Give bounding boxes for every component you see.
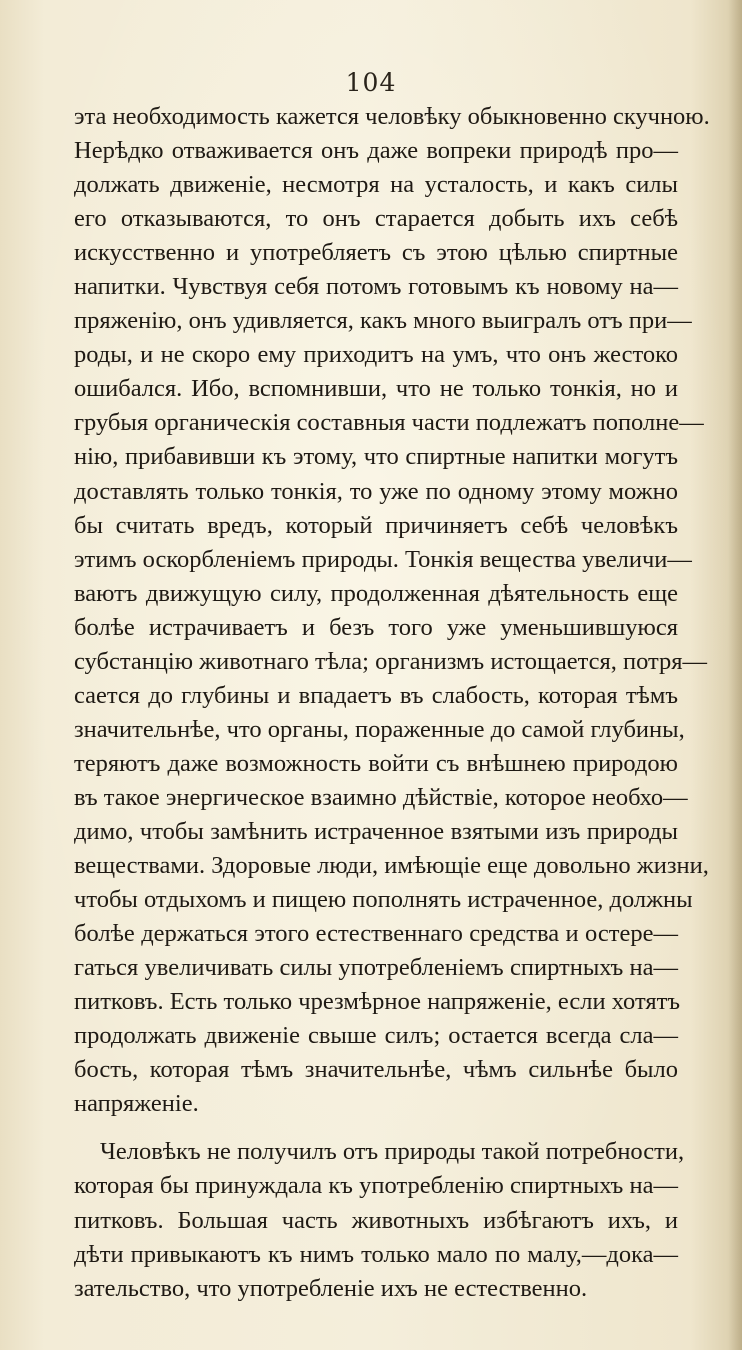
paragraph-gap xyxy=(74,1121,678,1135)
text-line: зательство, что употребленiе ихъ не естественно. xyxy=(74,1274,588,1302)
text-line: грубыя органическiя составныя части подлежатъ пополне— xyxy=(74,409,704,437)
text-line: доставлять только тонкiя, то уже по одному этому можно xyxy=(74,477,678,505)
text-line: субстанцiю животнаго тѣла; организмъ истощается, потря— xyxy=(74,647,708,675)
paragraph-1 xyxy=(74,100,710,1121)
text-line: напряженiе. xyxy=(74,1090,199,1118)
text-line: искусственно и употребляетъ съ этою цѣлью спиртные xyxy=(74,239,678,267)
text-line: напитки. Чувствуя себя потомъ готовымъ къ новому на— xyxy=(74,273,678,301)
text-line: которая бы принуждала къ употребленiю спиртныхъ на— xyxy=(74,1172,678,1200)
page-edge-shadow xyxy=(728,0,742,1350)
text-line: питковъ. Большая часть животныхъ избѣгаютъ ихъ, и xyxy=(74,1206,678,1234)
text-line: дѣти привыкаютъ къ нимъ только мало по малу,—дока— xyxy=(74,1240,678,1268)
text-line: нiю, прибавивши къ этому, что спиртные напитки могутъ xyxy=(74,443,678,471)
text-line: ваютъ движущую силу, продолженная дѣятельность еще xyxy=(74,579,678,607)
text-line: роды, и не скоро ему приходитъ на умъ, что онъ жестоко xyxy=(74,341,678,369)
text-line: Человѣкъ не получилъ отъ природы такой потребности, xyxy=(100,1138,685,1166)
text-line: димо, чтобы замѣнить истраченное взятыми изъ природы xyxy=(74,817,678,845)
text-line: сается до глубины и впадаетъ въ слабость, которая тѣмъ xyxy=(74,681,678,709)
text-line: питковъ. Есть только чрезмѣрное напряженiе, если хотятъ xyxy=(74,988,681,1016)
paragraph-2 xyxy=(74,1135,685,1305)
text-line: бы считать вредъ, который причиняетъ себѣ человѣкъ xyxy=(74,511,678,539)
text-line: этимъ оскорбленiемъ природы. Тонкiя вещества увеличи— xyxy=(74,545,692,573)
text-line: болѣе держаться этого естественнаго средства и остере— xyxy=(74,920,678,948)
text-line: чтобы отдыхомъ и пищею пополнять истраченное, должны xyxy=(74,886,693,914)
text-line: эта необходимость кажется человѣку обыкновенно скучною. xyxy=(74,103,710,130)
page-body xyxy=(74,100,710,1306)
text-line: въ такое энергическое взаимно дѣйствiе, которое необхо— xyxy=(74,783,688,811)
text-line: гаться увеличивать силы употребленiемъ спиртныхъ на— xyxy=(74,954,678,982)
page-number: 104 xyxy=(345,68,397,97)
text-line: пряженiю, онъ удивляется, какъ много выигралъ отъ при— xyxy=(74,307,692,335)
text-line: продолжать движенiе свыше силъ; остается всегда сла— xyxy=(74,1022,678,1050)
text-line: веществами. Здоровые люди, имѣющiе еще довольно жизни, xyxy=(74,852,709,880)
text-line: его отказываются, то онъ старается добыть ихъ себѣ xyxy=(74,205,678,233)
text-line: болѣе истрачиваетъ и безъ того уже уменьшившуюся xyxy=(74,613,678,641)
text-line: ошибался. Ибо, вспомнивши, что не только тонкiя, но и xyxy=(74,375,678,403)
text-line: значительнѣе, что органы, пораженные до самой глубины, xyxy=(74,715,685,743)
text-line: бость, которая тѣмъ значительнѣе, чѣмъ сильнѣе было xyxy=(74,1056,678,1084)
text-line: Нерѣдко отваживается онъ даже вопреки природѣ про— xyxy=(74,137,678,165)
text-line: должать движенiе, несмотря на усталость, и какъ силы xyxy=(74,171,678,199)
text-line: теряютъ даже возможность войти съ внѣшнею природою xyxy=(74,749,678,777)
